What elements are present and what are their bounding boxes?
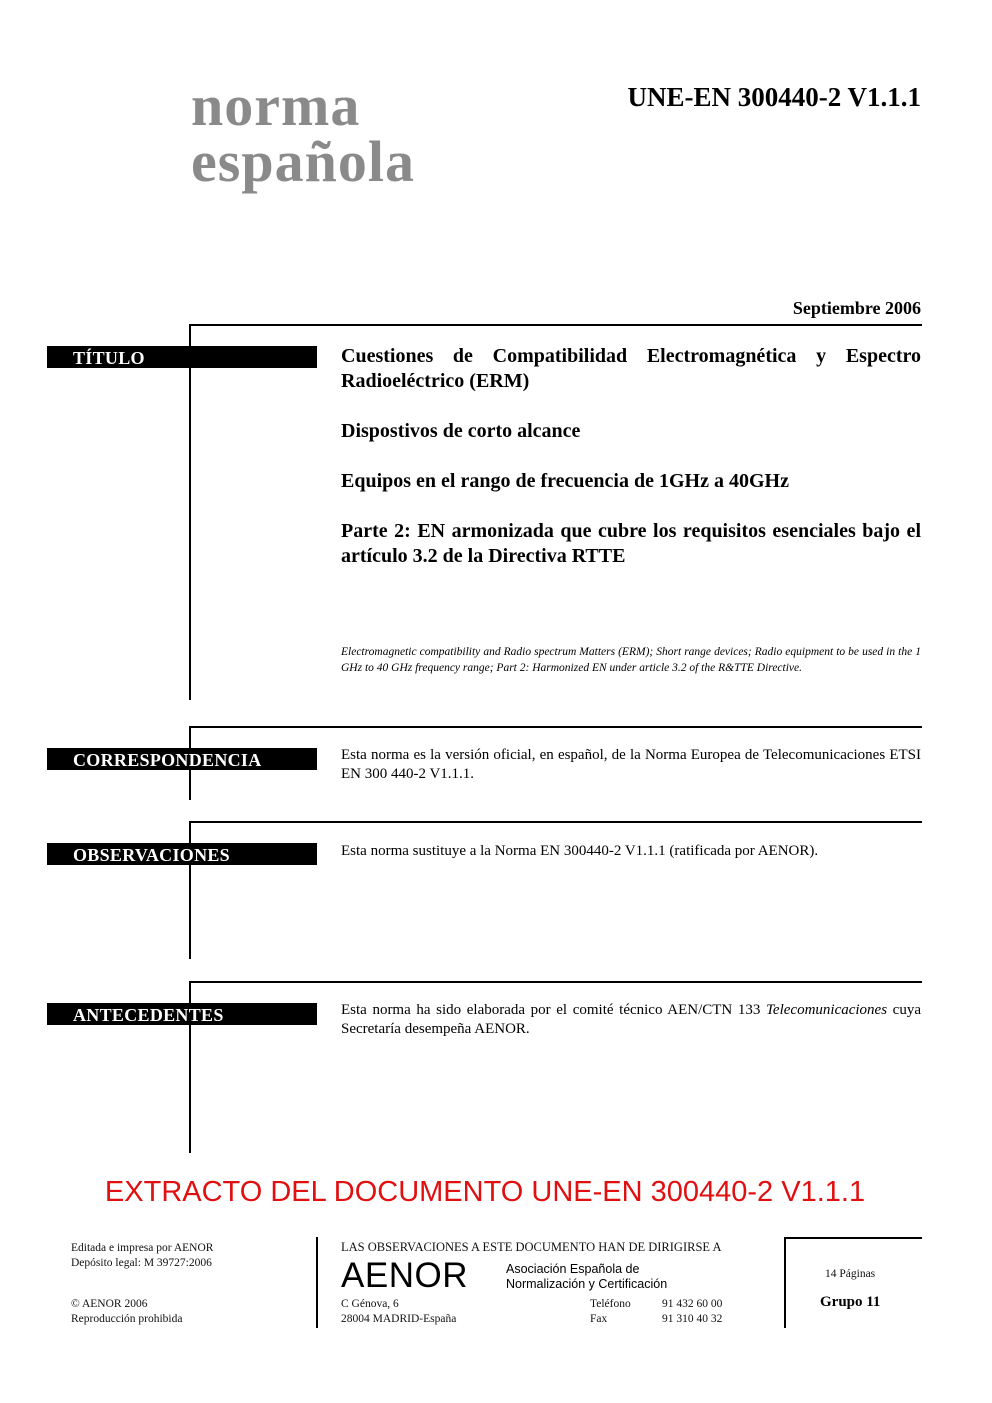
label-observaciones: OBSERVACIONES bbox=[47, 843, 317, 865]
footer-phone: 91 432 60 00 bbox=[662, 1298, 723, 1310]
brand-line-2: española bbox=[191, 129, 415, 194]
section-rule-titulo bbox=[189, 324, 922, 326]
footer-notice: LAS OBSERVACIONES A ESTE DOCUMENTO HAN DE DIRIGIRSE A bbox=[341, 1240, 722, 1254]
footer-divider-right bbox=[784, 1237, 786, 1328]
footer-fax: 91 310 40 32 bbox=[662, 1313, 723, 1325]
footer-phone-label: Teléfono bbox=[590, 1298, 631, 1310]
section-vrule-titulo bbox=[189, 324, 191, 700]
footer-address-line2: 28004 MADRID-España bbox=[341, 1313, 457, 1325]
footer-deposit: Depósito legal: M 39727:2006 bbox=[71, 1257, 212, 1269]
standard-code: UNE-EN 300440-2 V1.1.1 bbox=[627, 82, 921, 112]
title-line: Cuestiones de Compatibilidad Electromagnética y Espectro Radioeléctrico (ERM) bbox=[341, 345, 921, 392]
observaciones-text: Esta norma sustituye a la Norma EN 300440-2 V1.1.1 (ratificada por AENOR). bbox=[341, 843, 819, 859]
label-correspondencia: CORRESPONDENCIA bbox=[47, 748, 317, 770]
english-title: Electromagnetic compatibility and Radio spectrum Matters (ERM); Short range devices; Radio equipment to be used in the 1 GHz to 40 GHz frequency range; Part 2: Harmonized EN under article 3.2 of the R&TTE Directive. bbox=[341, 646, 921, 674]
page-count: 14 Páginas bbox=[825, 1268, 876, 1280]
footer-rights bbox=[71, 1297, 182, 1327]
brand-line-1: norma bbox=[191, 73, 361, 138]
aenor-association-line1: Asociación Española de bbox=[506, 1262, 640, 1276]
antecedentes-text-prefix: Esta norma ha sido elaborada por el comité técnico AEN/CTN 133 bbox=[341, 1002, 766, 1018]
price-group: Grupo 11 bbox=[820, 1294, 881, 1310]
section-vrule-observaciones bbox=[189, 821, 191, 959]
footer-divider-left bbox=[316, 1237, 318, 1328]
extract-watermark: EXTRACTO DEL DOCUMENTO UNE-EN 300440-2 V1.1.1 bbox=[104, 1176, 866, 1208]
footer-reproduction: Reproducción prohibida bbox=[71, 1313, 183, 1325]
section-rule-correspondencia bbox=[189, 726, 922, 728]
footer-address bbox=[341, 1297, 456, 1327]
aenor-association-line2: Normalización y Certificación bbox=[506, 1277, 668, 1291]
section-rule-antecedentes bbox=[189, 981, 922, 983]
title-block bbox=[341, 344, 921, 594]
title-line: Parte 2: EN armonizada que cubre los requisitos esenciales bajo el artículo 3.2 de la Directiva RTTE bbox=[341, 520, 921, 567]
antecedentes-text bbox=[341, 1001, 921, 1039]
antecedentes-committee-name: Telecomunicaciones bbox=[765, 1002, 888, 1018]
publication-date: Septiembre 2006 bbox=[792, 298, 921, 318]
antecedentes-text-suffix: cuya Secretaría desempeña AENOR. bbox=[341, 1002, 921, 1037]
aenor-association bbox=[506, 1262, 667, 1292]
label-antecedentes: ANTECEDENTES bbox=[47, 1003, 317, 1025]
footer-fax-label: Fax bbox=[590, 1313, 608, 1325]
section-rule-observaciones bbox=[189, 821, 922, 823]
footer-copyright: © AENOR 2006 bbox=[71, 1298, 148, 1310]
correspondencia-text: Esta norma es la versión oficial, en español, de la Norma Europea de Telecomunicaciones ETSI EN 300 440-2 V1.1.1. bbox=[341, 747, 921, 782]
footer-edited: Editada e impresa por AENOR bbox=[71, 1242, 214, 1254]
aenor-logo: AENOR bbox=[341, 1256, 468, 1295]
footer-edition bbox=[71, 1241, 213, 1271]
footer-contact-labels bbox=[590, 1297, 631, 1327]
title-line: Dispostivos de corto alcance bbox=[341, 420, 581, 442]
title-line: Equipos en el rango de frecuencia de 1GHz a 40GHz bbox=[341, 470, 789, 492]
brand-title bbox=[191, 73, 415, 194]
footer-contact-values bbox=[662, 1297, 722, 1327]
label-titulo: TÍTULO bbox=[47, 346, 317, 368]
footer-address-line1: C Génova, 6 bbox=[341, 1298, 399, 1310]
footer-box-top bbox=[784, 1237, 922, 1239]
